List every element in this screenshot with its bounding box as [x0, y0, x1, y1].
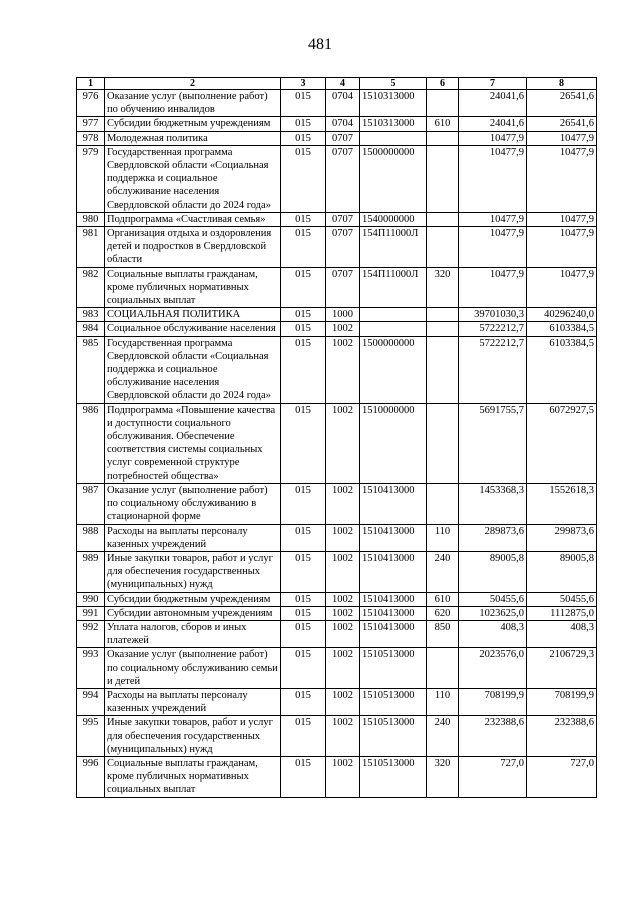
row-number: 978	[77, 131, 105, 145]
row-expense-type	[427, 308, 459, 322]
row-ministry-code: 015	[281, 322, 326, 336]
row-amount-year1: 10477,9	[459, 131, 527, 145]
row-amount-year1: 727,0	[459, 756, 527, 797]
row-amount-year2: 10477,9	[527, 212, 597, 226]
row-target-code: 1510413000	[360, 620, 427, 647]
row-ministry-code: 015	[281, 756, 326, 797]
row-target-code: 1510513000	[360, 648, 427, 689]
row-expense-type	[427, 403, 459, 483]
row-amount-year2: 40296240,0	[527, 308, 597, 322]
row-name: Субсидии бюджетным учреждениям	[105, 117, 281, 131]
row-ministry-code: 015	[281, 267, 326, 308]
budget-table	[76, 77, 597, 798]
row-section-code: 1002	[326, 592, 360, 606]
row-section-code: 1002	[326, 756, 360, 797]
row-amount-year1: 232388,6	[459, 716, 527, 757]
row-amount-year2: 6103384,5	[527, 322, 597, 336]
row-ministry-code: 015	[281, 551, 326, 592]
row-ministry-code: 015	[281, 483, 326, 524]
row-amount-year2: 299873,6	[527, 524, 597, 551]
table-row	[77, 606, 597, 620]
row-number: 989	[77, 551, 105, 592]
row-number: 979	[77, 145, 105, 212]
row-amount-year2: 50455,6	[527, 592, 597, 606]
column-header: 4	[326, 78, 360, 90]
row-target-code: 1510413000	[360, 551, 427, 592]
row-expense-type	[427, 145, 459, 212]
row-name: СОЦИАЛЬНАЯ ПОЛИТИКА	[105, 308, 281, 322]
row-ministry-code: 015	[281, 90, 326, 117]
row-name: Государственная программа Свердловской области «Социальная поддержка и социальное обслуживание населения Свердловской области до 2024 года»	[105, 145, 281, 212]
row-section-code: 1002	[326, 483, 360, 524]
row-amount-year2: 727,0	[527, 756, 597, 797]
row-amount-year1: 1453368,3	[459, 483, 527, 524]
row-name: Социальные выплаты гражданам, кроме публичных нормативных социальных выплат	[105, 756, 281, 797]
row-ministry-code: 015	[281, 212, 326, 226]
row-section-code: 1002	[326, 648, 360, 689]
row-expense-type: 320	[427, 267, 459, 308]
row-name: Субсидии автономным учреждениям	[105, 606, 281, 620]
row-expense-type	[427, 131, 459, 145]
table-row	[77, 483, 597, 524]
row-section-code: 1002	[326, 551, 360, 592]
row-amount-year1: 10477,9	[459, 145, 527, 212]
table-row	[77, 145, 597, 212]
row-target-code: 1510413000	[360, 524, 427, 551]
row-expense-type: 610	[427, 117, 459, 131]
row-amount-year1: 708199,9	[459, 688, 527, 715]
row-amount-year2: 2106729,3	[527, 648, 597, 689]
row-target-code	[360, 131, 427, 145]
row-target-code: 1500000000	[360, 336, 427, 403]
row-target-code	[360, 308, 427, 322]
row-expense-type: 240	[427, 716, 459, 757]
row-name: Социальные выплаты гражданам, кроме публичных нормативных социальных выплат	[105, 267, 281, 308]
row-target-code: 1510513000	[360, 688, 427, 715]
row-target-code: 1510413000	[360, 592, 427, 606]
row-amount-year2: 10477,9	[527, 267, 597, 308]
row-expense-type: 620	[427, 606, 459, 620]
row-name: Уплата налогов, сборов и иных платежей	[105, 620, 281, 647]
row-amount-year2: 10477,9	[527, 131, 597, 145]
header-row	[77, 78, 597, 90]
column-header: 8	[527, 78, 597, 90]
row-ministry-code: 015	[281, 336, 326, 403]
table-row	[77, 227, 597, 268]
row-amount-year2: 10477,9	[527, 145, 597, 212]
row-number: 995	[77, 716, 105, 757]
column-header: 5	[360, 78, 427, 90]
row-expense-type	[427, 336, 459, 403]
table-row	[77, 403, 597, 483]
row-amount-year2: 408,3	[527, 620, 597, 647]
page-number: 481	[308, 36, 332, 53]
row-ministry-code: 015	[281, 131, 326, 145]
row-expense-type	[427, 483, 459, 524]
row-amount-year1: 89005,8	[459, 551, 527, 592]
row-amount-year2: 1552618,3	[527, 483, 597, 524]
row-expense-type: 850	[427, 620, 459, 647]
row-section-code: 1002	[326, 403, 360, 483]
row-section-code: 1002	[326, 716, 360, 757]
row-name: Подпрограмма «Повышение качества и доступности социального обслуживания. Обеспечение соответствия системы социальных услуг современной структуре потребностей общества»	[105, 403, 281, 483]
row-amount-year1: 10477,9	[459, 227, 527, 268]
row-section-code: 1002	[326, 322, 360, 336]
row-target-code: 1510413000	[360, 606, 427, 620]
row-number: 992	[77, 620, 105, 647]
row-amount-year2: 232388,6	[527, 716, 597, 757]
row-ministry-code: 015	[281, 403, 326, 483]
row-amount-year1: 24041,6	[459, 117, 527, 131]
row-target-code: 1500000000	[360, 145, 427, 212]
row-amount-year2: 26541,6	[527, 90, 597, 117]
row-expense-type: 610	[427, 592, 459, 606]
row-expense-type	[427, 212, 459, 226]
row-number: 988	[77, 524, 105, 551]
table-row	[77, 131, 597, 145]
row-section-code: 0704	[326, 90, 360, 117]
row-amount-year1: 39701030,3	[459, 308, 527, 322]
row-number: 977	[77, 117, 105, 131]
row-number: 984	[77, 322, 105, 336]
table-row	[77, 308, 597, 322]
row-name: Молодежная политика	[105, 131, 281, 145]
row-number: 994	[77, 688, 105, 715]
row-number: 976	[77, 90, 105, 117]
table-row	[77, 212, 597, 226]
row-ministry-code: 015	[281, 145, 326, 212]
row-section-code: 1002	[326, 336, 360, 403]
table-row	[77, 117, 597, 131]
row-name: Субсидии бюджетным учреждениям	[105, 592, 281, 606]
row-number: 993	[77, 648, 105, 689]
table-row	[77, 688, 597, 715]
row-amount-year2: 10477,9	[527, 227, 597, 268]
row-target-code: 1510313000	[360, 90, 427, 117]
row-target-code: 1510513000	[360, 716, 427, 757]
row-amount-year1: 1023625,0	[459, 606, 527, 620]
column-header: 3	[281, 78, 326, 90]
row-amount-year2: 6072927,5	[527, 403, 597, 483]
row-target-code: 1510000000	[360, 403, 427, 483]
table-row	[77, 551, 597, 592]
row-amount-year1: 50455,6	[459, 592, 527, 606]
row-name: Организация отдыха и оздоровления детей и подростков в Свердловской области	[105, 227, 281, 268]
row-expense-type	[427, 227, 459, 268]
row-target-code: 154П11000Л	[360, 267, 427, 308]
row-amount-year1: 5722212,7	[459, 336, 527, 403]
table-row	[77, 756, 597, 797]
row-number: 981	[77, 227, 105, 268]
row-expense-type: 110	[427, 688, 459, 715]
row-number: 987	[77, 483, 105, 524]
row-name: Государственная программа Свердловской области «Социальная поддержка и социальное обслуживание населения Свердловской области до 2024 года»	[105, 336, 281, 403]
row-section-code: 1002	[326, 620, 360, 647]
row-amount-year2: 708199,9	[527, 688, 597, 715]
table-row	[77, 592, 597, 606]
row-section-code: 0707	[326, 145, 360, 212]
row-section-code: 1002	[326, 524, 360, 551]
row-section-code: 0707	[326, 131, 360, 145]
row-ministry-code: 015	[281, 648, 326, 689]
row-name: Расходы на выплаты персоналу казенных учреждений	[105, 524, 281, 551]
row-amount-year1: 24041,6	[459, 90, 527, 117]
row-number: 996	[77, 756, 105, 797]
row-name: Подпрограмма «Счастливая семья»	[105, 212, 281, 226]
table-row	[77, 648, 597, 689]
column-header: 6	[427, 78, 459, 90]
row-section-code: 0707	[326, 212, 360, 226]
row-amount-year2: 26541,6	[527, 117, 597, 131]
row-ministry-code: 015	[281, 524, 326, 551]
row-target-code	[360, 322, 427, 336]
row-number: 980	[77, 212, 105, 226]
row-number: 986	[77, 403, 105, 483]
table-row	[77, 524, 597, 551]
row-section-code: 0707	[326, 267, 360, 308]
row-ministry-code: 015	[281, 227, 326, 268]
row-expense-type: 110	[427, 524, 459, 551]
row-amount-year1: 5691755,7	[459, 403, 527, 483]
row-amount-year1: 408,3	[459, 620, 527, 647]
row-number: 985	[77, 336, 105, 403]
row-ministry-code: 015	[281, 117, 326, 131]
table-row	[77, 620, 597, 647]
row-ministry-code: 015	[281, 620, 326, 647]
row-section-code: 0707	[326, 227, 360, 268]
row-expense-type	[427, 90, 459, 117]
row-expense-type: 320	[427, 756, 459, 797]
row-name: Иные закупки товаров, работ и услуг для обеспечения государственных (муниципальных) нужд	[105, 716, 281, 757]
row-ministry-code: 015	[281, 606, 326, 620]
row-name: Социальное обслуживание населения	[105, 322, 281, 336]
row-number: 991	[77, 606, 105, 620]
row-ministry-code: 015	[281, 688, 326, 715]
row-amount-year2: 1112875,0	[527, 606, 597, 620]
row-section-code: 1002	[326, 606, 360, 620]
row-section-code: 1002	[326, 688, 360, 715]
row-name: Иные закупки товаров, работ и услуг для обеспечения государственных (муниципальных) нужд	[105, 551, 281, 592]
row-number: 983	[77, 308, 105, 322]
row-target-code: 1510413000	[360, 483, 427, 524]
column-header: 1	[77, 78, 105, 90]
row-amount-year1: 10477,9	[459, 267, 527, 308]
row-expense-type	[427, 648, 459, 689]
table-row	[77, 336, 597, 403]
row-amount-year1: 2023576,0	[459, 648, 527, 689]
row-amount-year2: 6103384,5	[527, 336, 597, 403]
row-name: Оказание услуг (выполнение работ) по социальному обслуживанию семьи и детей	[105, 648, 281, 689]
row-target-code: 1510513000	[360, 756, 427, 797]
row-expense-type: 240	[427, 551, 459, 592]
table-row	[77, 90, 597, 117]
row-amount-year1: 10477,9	[459, 212, 527, 226]
row-amount-year2: 89005,8	[527, 551, 597, 592]
row-section-code: 1000	[326, 308, 360, 322]
row-expense-type	[427, 322, 459, 336]
row-name: Расходы на выплаты персоналу казенных учреждений	[105, 688, 281, 715]
table-row	[77, 716, 597, 757]
row-target-code: 1510313000	[360, 117, 427, 131]
column-header: 2	[105, 78, 281, 90]
row-target-code: 1540000000	[360, 212, 427, 226]
row-ministry-code: 015	[281, 716, 326, 757]
row-number: 990	[77, 592, 105, 606]
row-amount-year1: 5722212,7	[459, 322, 527, 336]
row-ministry-code: 015	[281, 592, 326, 606]
row-target-code: 154П11000Л	[360, 227, 427, 268]
row-section-code: 0704	[326, 117, 360, 131]
row-amount-year1: 289873,6	[459, 524, 527, 551]
row-number: 982	[77, 267, 105, 308]
row-name: Оказание услуг (выполнение работ) по социальному обслуживанию в стационарной форме	[105, 483, 281, 524]
table-row	[77, 322, 597, 336]
table-row	[77, 267, 597, 308]
row-ministry-code: 015	[281, 308, 326, 322]
row-name: Оказание услуг (выполнение работ) по обучению инвалидов	[105, 90, 281, 117]
column-header: 7	[459, 78, 527, 90]
